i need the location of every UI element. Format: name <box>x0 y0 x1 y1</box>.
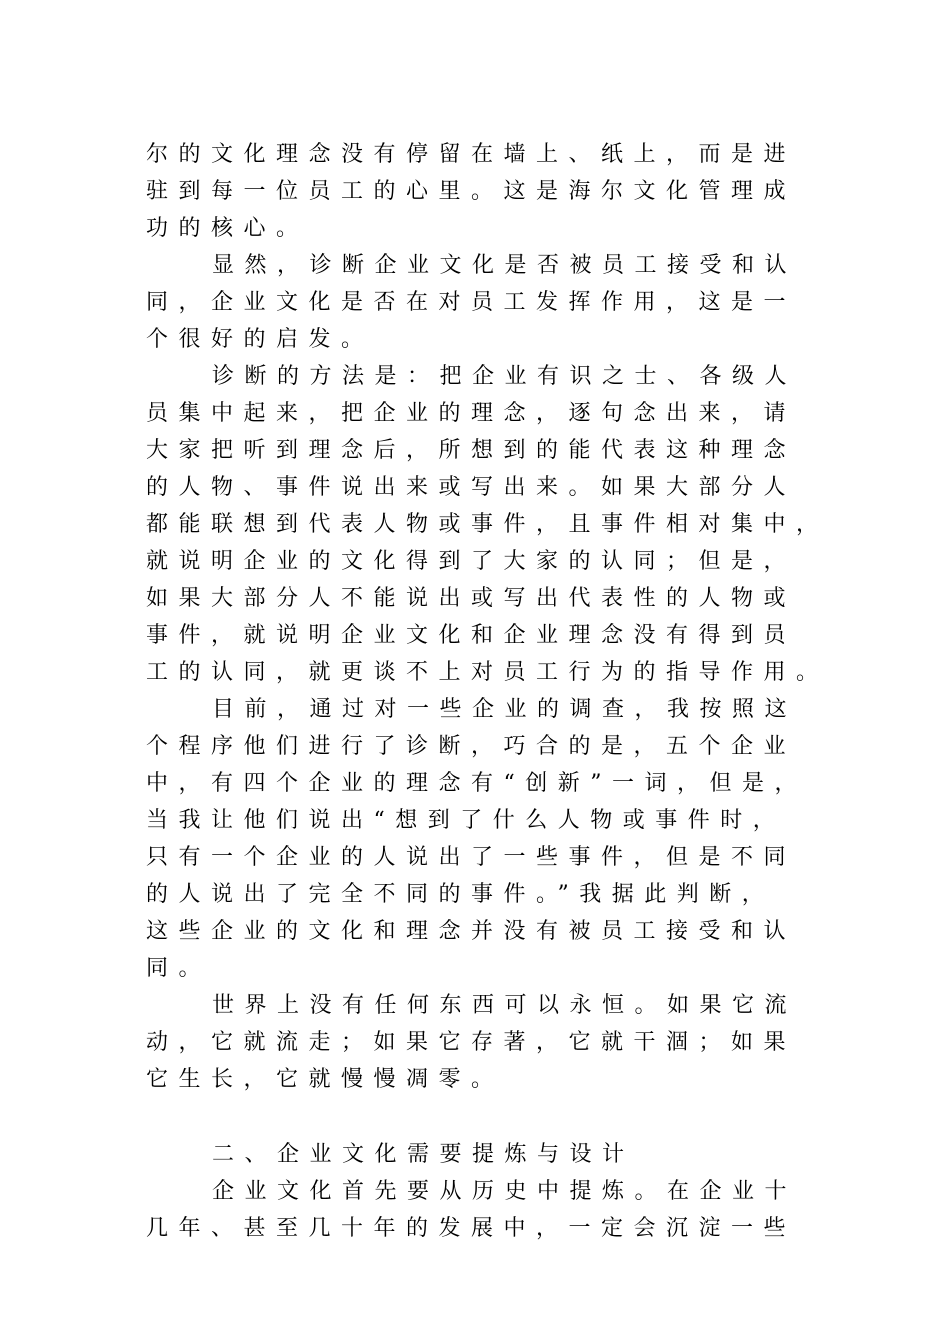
text-line: 这些企业的文化和理念并没有被员工接受和认 <box>146 919 797 944</box>
text-line: 都能联想到代表人物或事件，且事件相对集中， <box>146 512 829 537</box>
section-heading: 二、企业文化需要提炼与设计 <box>212 1142 635 1167</box>
text-line: 同。 <box>146 956 212 981</box>
paragraph-first-line: 诊断的方法是：把企业有识之士、各级人 <box>212 364 798 389</box>
text-line: 功的核心。 <box>146 216 309 241</box>
text-line: 只有一个企业的人说出了一些事件，但是不同 <box>146 845 797 870</box>
text-line: 同，企业文化是否在对员工发挥作用，这是一 <box>146 290 797 315</box>
text-line: 个很好的启发。 <box>146 327 374 352</box>
text-line: 它生长，它就慢慢凋零。 <box>146 1067 504 1092</box>
paragraph-first-line: 世界上没有任何东西可以永恒。如果它流 <box>212 993 798 1018</box>
text-line: 尔的文化理念没有停留在墙上、纸上，而是进 <box>146 142 797 167</box>
paragraph-first-line: 企业文化首先要从历史中提炼。在企业十 <box>212 1179 798 1204</box>
paragraph-first-line: 目前，通过对一些企业的调查，我按照这 <box>212 697 798 722</box>
text-line: 员集中起来，把企业的理念，逐句念出来，请 <box>146 401 797 426</box>
text-line: 工的认同，就更谈不上对员工行为的指导作用。 <box>146 660 829 685</box>
text-line: 几年、甚至几十年的发展中，一定会沉淀一些 <box>146 1216 797 1241</box>
paragraph-first-line: 显然，诊断企业文化是否被员工接受和认 <box>212 253 798 278</box>
text-line: 个程序他们进行了诊断，巧合的是，五个企业 <box>146 734 797 759</box>
text-line: 大家把听到理念后，所想到的能代表这种理念 <box>146 438 797 463</box>
text-line: 就说明企业的文化得到了大家的认同；但是， <box>146 549 797 574</box>
text-line: 的人物、事件说出来或写出来。如果大部分人 <box>146 475 797 500</box>
text-line: 事件，就说明企业文化和企业理念没有得到员 <box>146 623 797 648</box>
text-line: 如果大部分人不能说出或写出代表性的人物或 <box>146 586 797 611</box>
text-line: 中，有四个企业的理念有“创新”一词，但是， <box>146 771 807 796</box>
text-line: 的人说出了完全不同的事件。”我据此判断， <box>146 882 775 907</box>
text-line: 动，它就流走；如果它存著，它就干涸；如果 <box>146 1030 797 1055</box>
text-line: 当我让他们说出“想到了什么人物或事件时， <box>146 808 786 833</box>
text-line: 驻到每一位员工的心里。这是海尔文化管理成 <box>146 179 797 204</box>
